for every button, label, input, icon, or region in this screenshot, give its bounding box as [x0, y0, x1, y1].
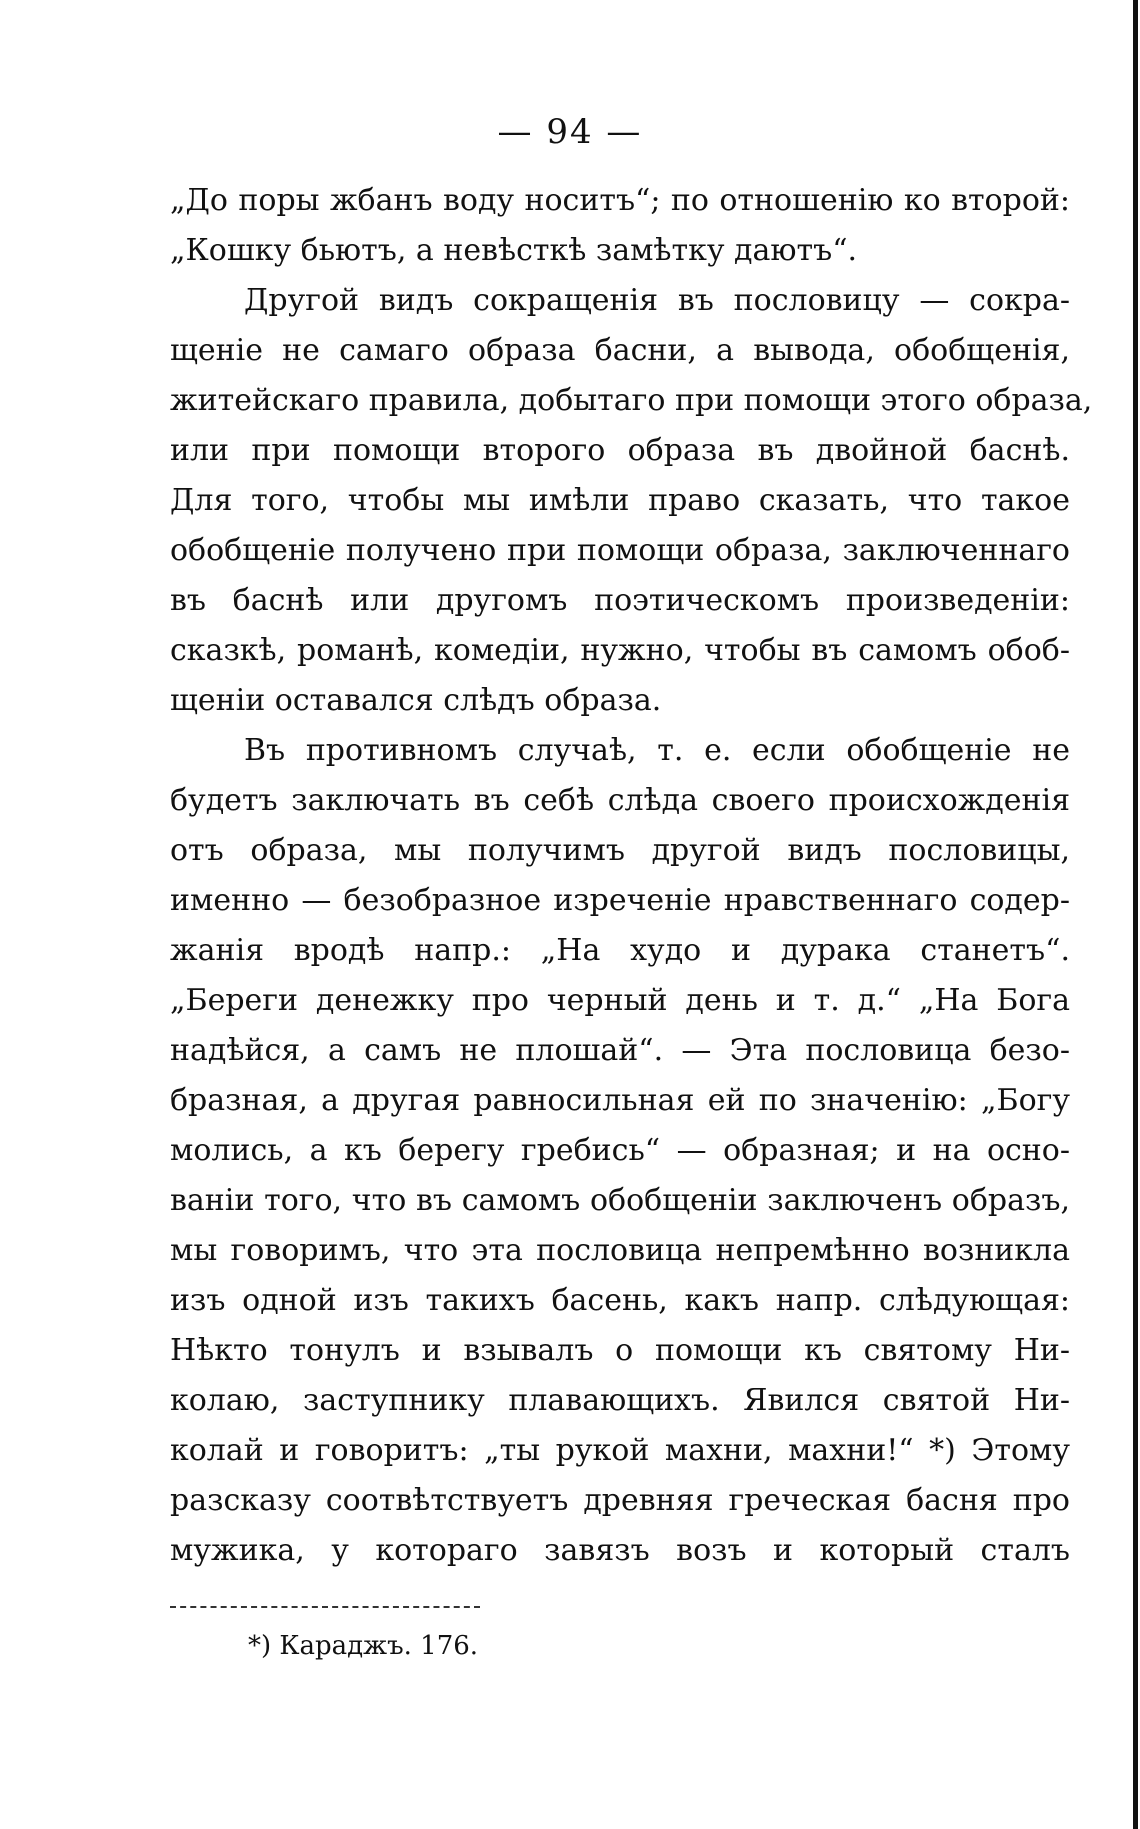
text-line: молись, а къ берегу гребись“ — образная; и на осно-: [170, 1133, 1070, 1168]
text-line: надѣйся, а самъ не плошай“. — Эта пословица безо-: [170, 1033, 1070, 1068]
page-number: — 94 —: [497, 112, 643, 152]
text-line: изъ одной изъ такихъ басень, какъ напр. слѣдующая:: [170, 1283, 1070, 1318]
text-line: Нѣкто тонулъ и взывалъ о помощи къ святому Ни-: [170, 1333, 1070, 1368]
text-line: обобщеніе получено при помощи образа, заключеннаго: [170, 533, 1070, 568]
text-line: въ баснѣ или другомъ поэтическомъ произведеніи:: [170, 583, 1070, 618]
body-text: [170, 176, 1093, 1576]
text-line: будетъ заключать въ себѣ слѣда своего происхожденія: [170, 783, 1070, 818]
text-line: щеніе не самаго образа басни, а вывода, обобщенія,: [170, 333, 1070, 368]
text-line: бразная, а другая равносильная ей по значенію: „Богу: [170, 1083, 1070, 1118]
text-line: разсказу соотвѣтствуетъ древняя греческая басня про: [170, 1483, 1070, 1518]
text-line: колай и говоритъ: „ты рукой махни, махни!“ *) Этому: [170, 1433, 1070, 1468]
text-line: колаю, заступнику плавающихъ. Явился святой Ни-: [170, 1383, 1070, 1418]
text-line: именно — безобразное изреченіе нравственнаго содер-: [170, 883, 1070, 918]
text-line: Для того, чтобы мы имѣли право сказать, что такое: [170, 483, 1070, 518]
text-line: мы говоримъ, что эта пословица непремѣнно возникла: [170, 1233, 1070, 1268]
page-edge-rule: [1133, 0, 1138, 1829]
text-line: жанія вродѣ напр.: „На худо и дурака станетъ“.: [170, 933, 1070, 968]
text-line: отъ образа, мы получимъ другой видъ пословицы,: [170, 833, 1070, 868]
text-line: „Береги денежку про черный день и т. д.“ „На Бога: [170, 983, 1070, 1018]
text-line: щеніи оставался слѣдъ образа.: [170, 683, 662, 718]
text-line: житейскаго правила, добытаго при помощи этого образа,: [170, 383, 1093, 418]
text-line: ваніи того, что въ самомъ обобщеніи заключенъ образъ,: [170, 1183, 1070, 1218]
paragraph-start-line: Въ противномъ случаѣ, т. е. если обобщеніе не: [244, 733, 1070, 768]
text-line: „До поры жбанъ воду носитъ“; по отношенію ко второй:: [170, 183, 1070, 218]
text-line: мужика, у котораго завязъ возъ и который сталъ: [170, 1533, 1070, 1568]
footnote: *) Караджъ. 176.: [248, 1631, 479, 1661]
text-line: „Кошку бьютъ, а невѣсткѣ замѣтку даютъ“.: [170, 233, 858, 268]
text-line: или при помощи второго образа въ двойной баснѣ.: [170, 433, 1070, 468]
text-line: сказкѣ, романѣ, комедіи, нужно, чтобы въ самомъ обоб-: [170, 633, 1070, 668]
paragraph-start-line: Другой видъ сокращенія въ пословицу — сокра-: [244, 283, 1070, 318]
footnote-divider: [170, 1606, 480, 1608]
